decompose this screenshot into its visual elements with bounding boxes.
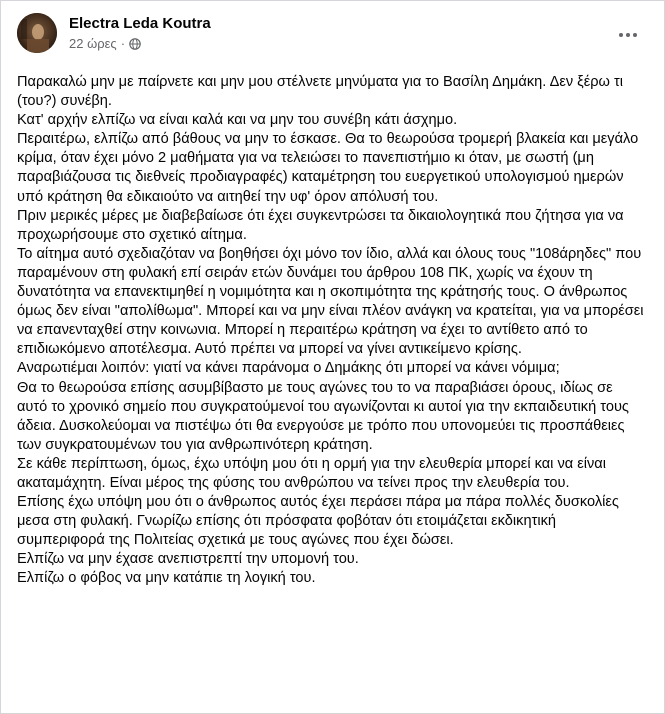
post-paragraph: Ελπίζω να μην έχασε ανεπιστρεπτί την υπομονή του.: [17, 551, 359, 568]
more-options-button[interactable]: [610, 17, 646, 53]
post-timestamp[interactable]: 22 ώρες: [69, 36, 117, 51]
globe-icon[interactable]: [129, 38, 141, 50]
post-paragraph: Παρακαλώ μην με παίρνετε και μην μου στέλνετε μηνύματα για το Βασίλη Δημάκη. Δεν ξέρω τι (του?) συνέβη.: [17, 74, 623, 110]
meta-separator: ·: [120, 36, 126, 51]
post-paragraph: Κατ' αρχήν ελπίζω να είναι καλά και να μην του συνέβη κάτι άσχημο.: [17, 112, 458, 129]
post-paragraph: Περαιτέρω, ελπίζω από βάθους να μην το έσκασε. Θα το θεωρούσα τρομερή βλακεία και μεγάλο κρίμα, όταν έχει μόνο 2 μαθήματα για να τελειώσει το πανεπιστήμιο κι όταν, με σωστή (μη παραβιάζουσα τις διεθνείς προδιαγραφές) καταμέτρηση του ευεργετικού υπολογισμού ημερών υπό κράτηση θα εδικαιούτο να αιτηθεί την υφ' όρον απόλυσή του.: [17, 131, 639, 205]
post-meta: [69, 36, 141, 51]
post-paragraph: Αναρωτιέμαι λοιπόν: γιατί να κάνει παράνομα ο Δημάκης ότι μπορεί να κάνει νόμιμα;: [17, 360, 560, 377]
post-header: [17, 13, 648, 57]
post-paragraph: Ελπίζω ο φόβος να μην κατάπιε τη λογική του.: [17, 570, 316, 587]
post-text: [17, 73, 645, 589]
avatar-image: [17, 13, 57, 53]
author-name[interactable]: Electra Leda Koutra: [69, 15, 211, 32]
avatar[interactable]: [17, 13, 57, 53]
post-paragraph: Επίσης έχω υπόψη μου ότι ο άνθρωπος αυτός έχει περάσει πάρα μα πάρα πολλές δυσκολίες μεσα στη φυλακή. Γνωρίζω επίσης ότι πρόσφατα φοβόταν ότι ετοιμάζεται εκδικητική συμπεριφορά της Πολιτείας σχετικά με τους αγώνες που έχει δώσει.: [17, 494, 619, 549]
post-paragraph: Πριν μερικές μέρες με διαβεβαίωσε ότι έχει συγκεντρώσει τα δικαιολογητικά που ζήτησα για να προχωρήσουμε στο σχετικό αίτημα.: [17, 207, 624, 243]
post-paragraph: Το αίτημα αυτό σχεδιαζόταν να βοηθήσει όχι μόνο τον ίδιο, αλλά και όλους τους "108άρηδες" που παραμένουν στη φυλακή επί σειράν ετών δυνάμει του άρθρου 108 ΠΚ, χωρίς να έχουν τη δυνατότητα να επανεκτιμηθεί η νομιμότητα και η σκοπιμότητα της κράτησής τους. Ο άνθρωπος όμως δεν είναι "απολίθωμα". Μπορεί και να μην είναι πλέον ανάγκη να κρατείται, για να μπορέσει να επανενταχθεί στην κοινωνια. Μπορεί η περαιτέρω κράτηση να έχει το αντίθετο από το επιδιωκόμενο αποτέλεσμα. Αυτό πρέπει να μπορεί να γίνει αντικείμενο κρίσης.: [17, 245, 644, 358]
post-paragraph: Θα το θεωρούσα επίσης ασυμβίβαστο με τους αγώνες του το να παραβιάσει όρους, ιδίως σε αυτό το χρονικό σημείο που συγκρατούμενοί του αγωνίζονται κι αυτοί για την εκπαιδευτική τους άδεια. Δυσκολεύομαι να πιστέψω ότι θα ενεργούσε με τρόπο που υπονομεύει τις προσπάθειες των συγκρατουμένων του για ανθρωπινότερη κράτηση.: [17, 379, 629, 453]
more-options-icon: [618, 32, 638, 38]
post-paragraph: Σε κάθε περίπτωση, όμως, έχω υπόψη μου ότι η ορμή για την ελευθερία μπορεί και να είναι ακαταμάχητη. Είναι μέρος της φύσης του ανθρώπου να τείνει προς την ελευθερία του.: [17, 455, 606, 491]
